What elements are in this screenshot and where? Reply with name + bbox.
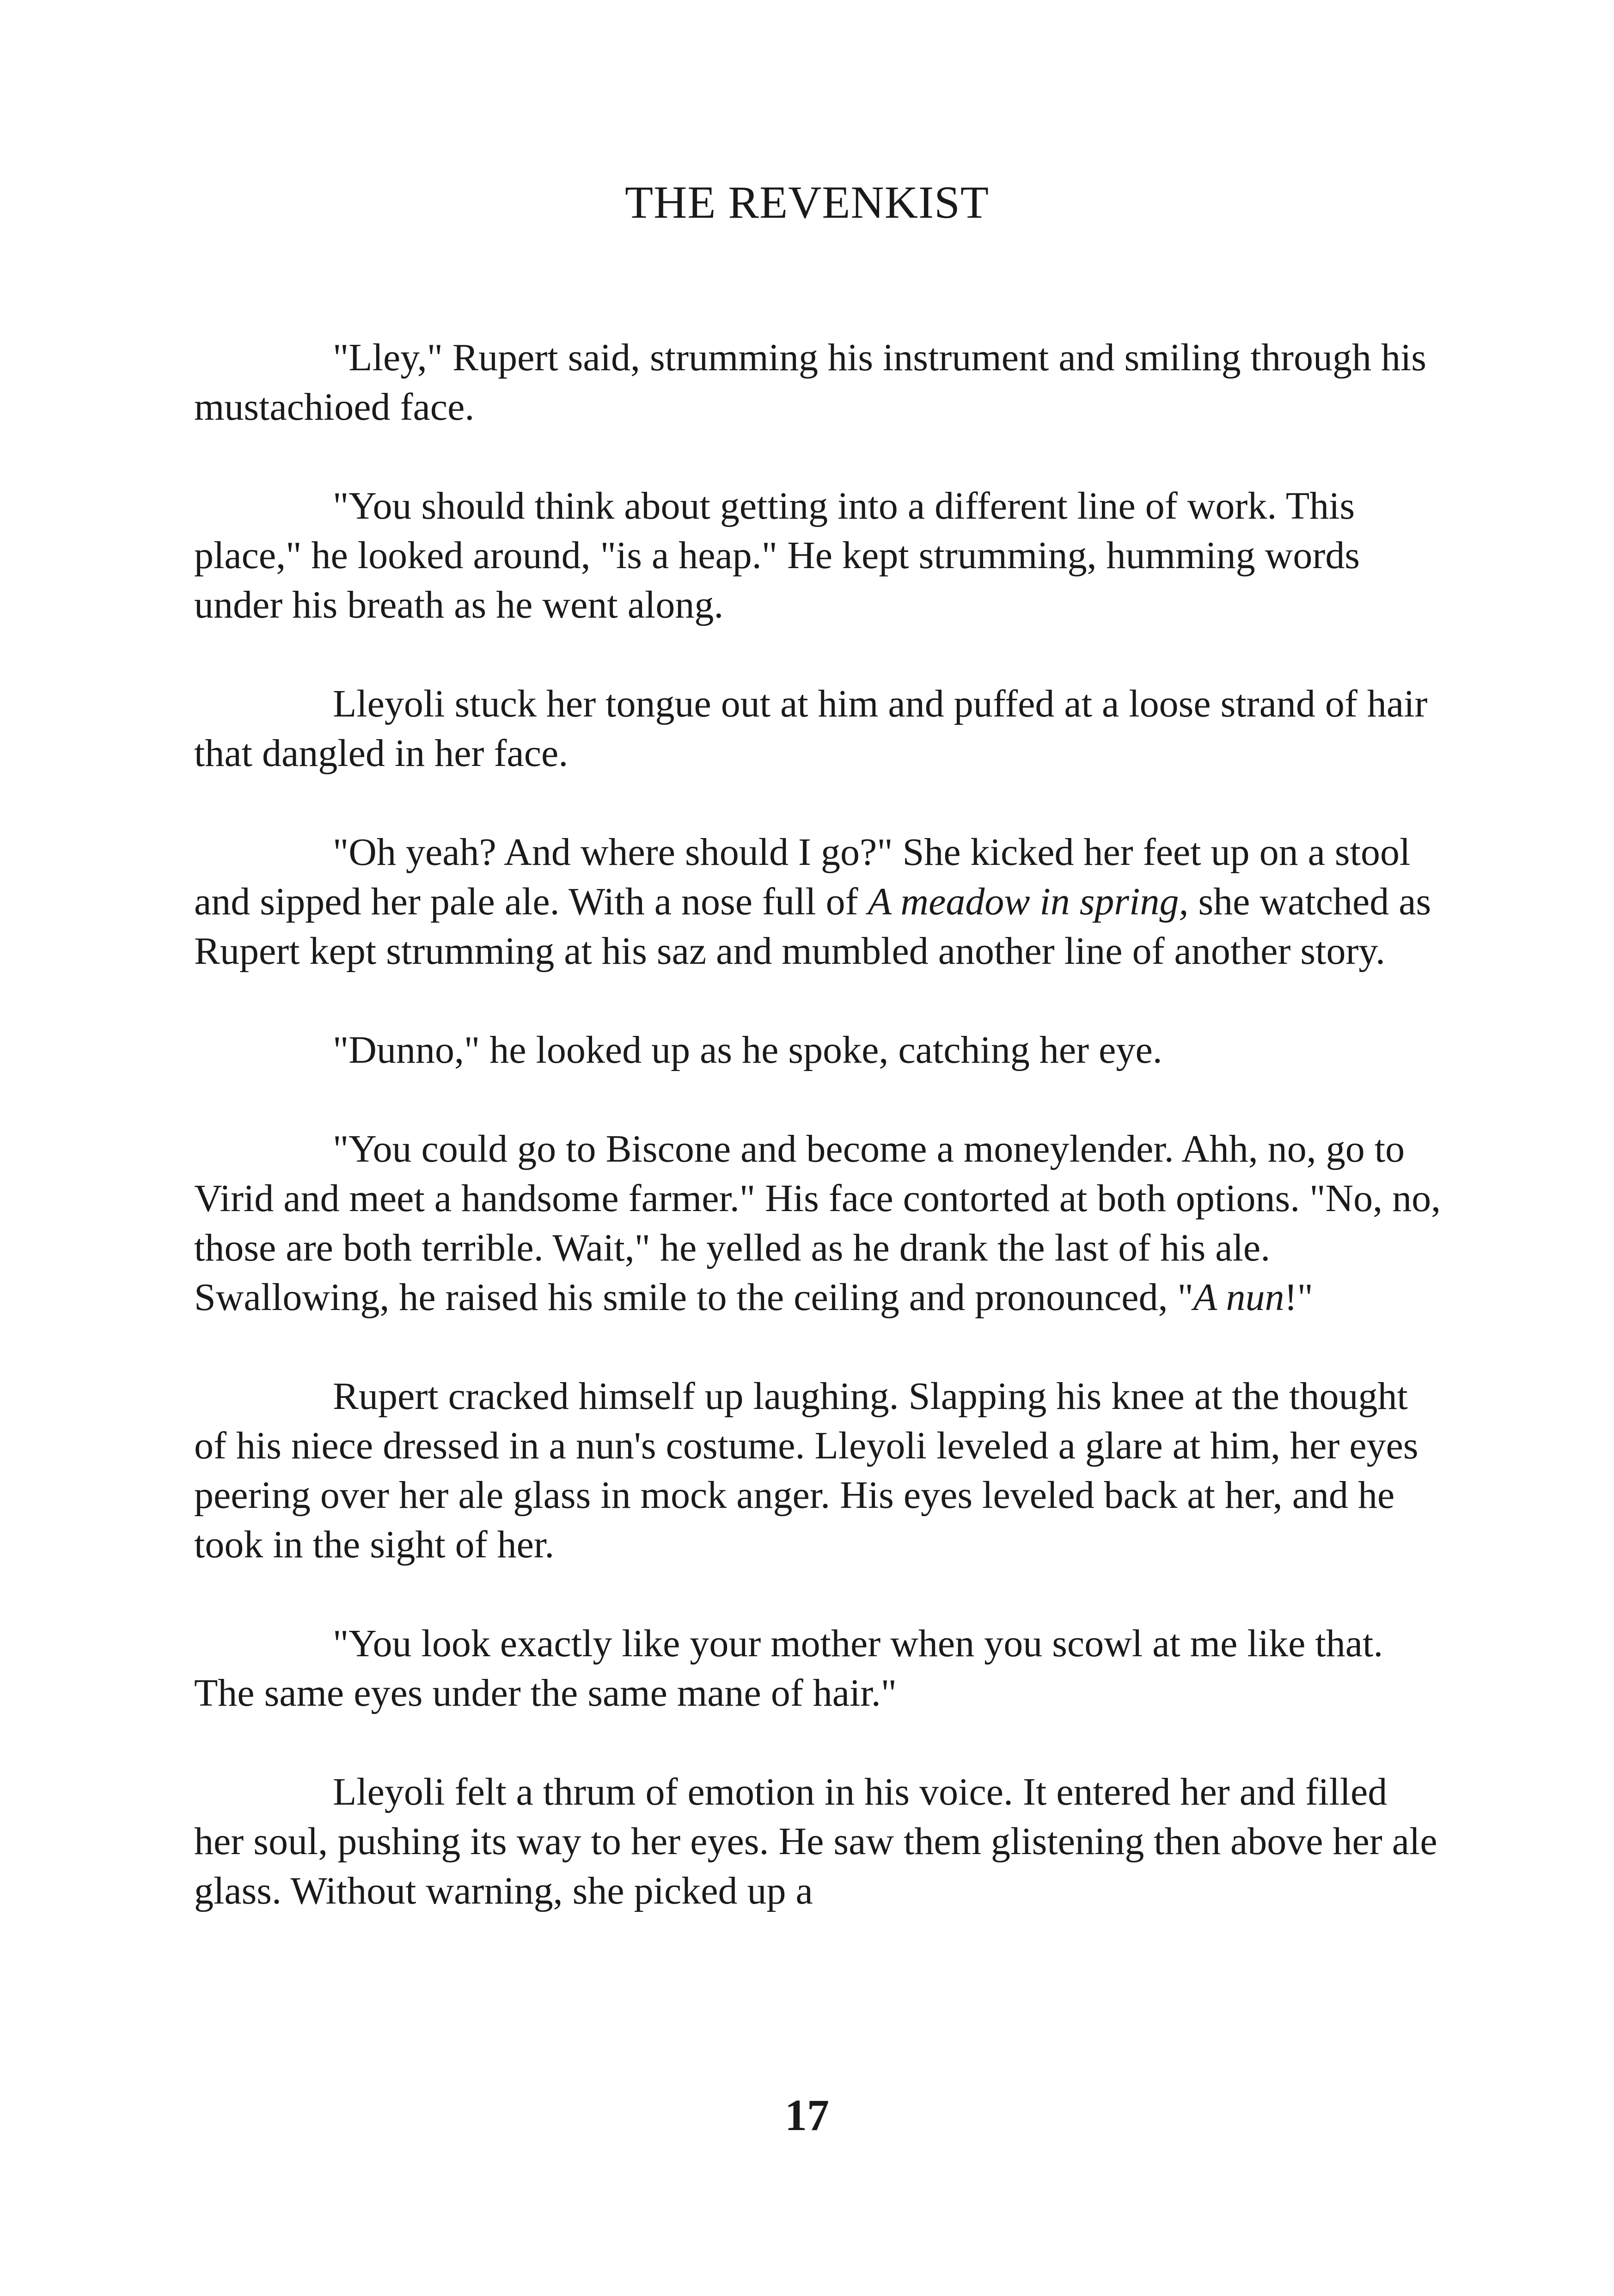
paragraph-text: "Dunno," he looked up as he spoke, catching her eye. — [333, 1029, 1162, 1071]
italic-text: A meadow in spring, — [868, 880, 1189, 923]
paragraph-text: Lleyoli stuck her tongue out at him and puffed at a loose strand of hair that dangled in her face. — [194, 682, 1428, 775]
running-header: THE REVENKIST — [625, 177, 989, 228]
paragraph-text: she watched as Rupert kept strumming at his saz and mumbled another line of another story. — [194, 880, 1431, 973]
paragraph — [194, 679, 1442, 778]
paragraph — [194, 1371, 1442, 1569]
paragraph-text: "Oh yeah? And where should I go?" She kicked her feet up on a stool and sipped her pale ale. With a nose full of — [194, 831, 1411, 923]
paragraph-text: Lleyoli felt a thrum of emotion in his voice. It entered her and filled her soul, pushing its way to her eyes. He saw them glistening then above her ale glass. Without warning, she picked up a — [194, 1770, 1437, 1912]
paragraph — [194, 481, 1442, 630]
paragraph — [194, 333, 1442, 432]
paragraph — [194, 1619, 1442, 1718]
page-number: 17 — [785, 2090, 829, 2140]
paragraph — [194, 1124, 1442, 1322]
paragraph — [194, 827, 1442, 976]
paragraph-text: Rupert cracked himself up laughing. Slapping his knee at the thought of his niece dressed in a nun's costume. Lleyoli leveled a glare at him, her eyes peering over her ale glass in mock anger. His eyes leveled back at her, and he took in the sight of her. — [194, 1375, 1418, 1566]
paragraph — [194, 1025, 1442, 1075]
paragraph-text: !" — [1284, 1276, 1313, 1319]
italic-text: A nun — [1193, 1276, 1284, 1319]
body-text — [194, 333, 1442, 1965]
paragraph-text: "You look exactly like your mother when you scowl at me like that. The same eyes under the same mane of hair." — [194, 1622, 1383, 1714]
paragraph-text: "You could go to Biscone and become a moneylender. Ahh, no, go to Virid and meet a handsome farmer." His face contorted at both options. "No, no, those are both terrible. Wait," he yelled as he drank the last of his ale. Swallowing, he raised his smile to the ceiling and pronounced, " — [194, 1127, 1441, 1319]
paragraph-text: "Lley," Rupert said, strumming his instrument and smiling through his mustachioed face. — [194, 336, 1426, 429]
paragraph-text: "You should think about getting into a different line of work. This place," he looked around, "is a heap." He kept strumming, humming words under his breath as he went along. — [194, 484, 1360, 626]
paragraph — [194, 1767, 1442, 1916]
